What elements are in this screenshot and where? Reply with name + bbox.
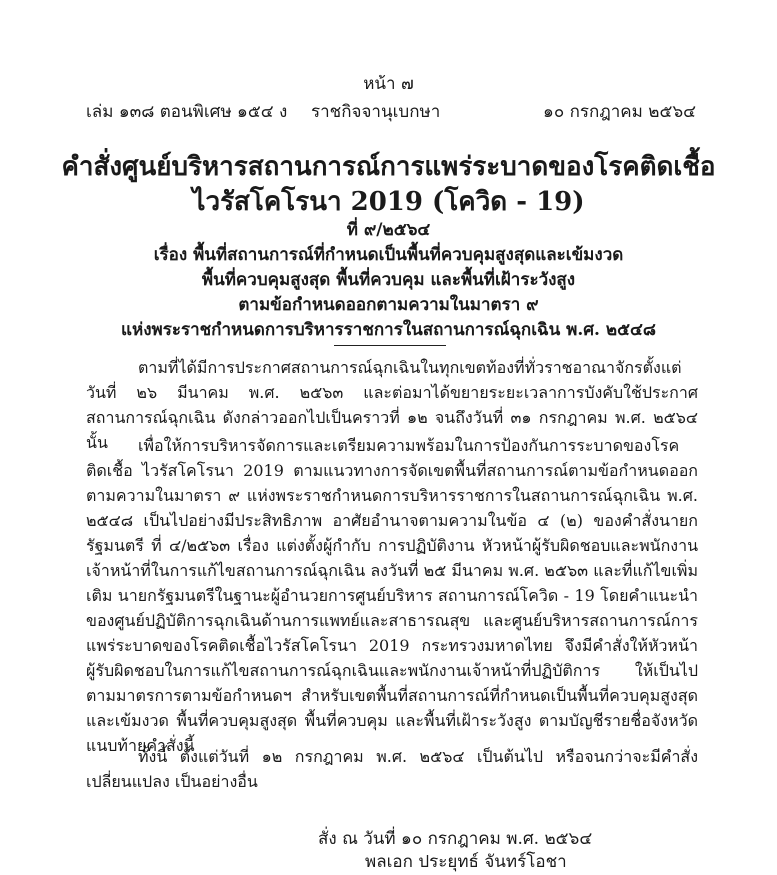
- page-number: หน้า ๗: [363, 74, 414, 94]
- gazette-name: ราชกิจจานุเบกษา: [311, 102, 441, 122]
- subject-line-1: เรื่อง พื้นที่สถานการณ์ที่กำหนดเป็นพื้นที่ควบคุมสูงสุดและเข้มงวด: [153, 245, 624, 265]
- paragraph-3-text: ทั้งนี้ ตั้งแต่วันที่ ๑๒ กรกฎาคม พ.ศ. ๒๕๖๔ เป็นต้นไป หรือจนกว่าจะมีคำสั่งเปลี่ยนแปลง เป็นอย่างอื่น: [86, 747, 698, 791]
- paragraph-3: [86, 744, 698, 794]
- gazette-date: ๑๐ กรกฎาคม ๒๕๖๔: [543, 102, 696, 122]
- title-divider: [334, 345, 446, 346]
- subject-line-4: แห่งพระราชกำหนดการบริหารราชการในสถานการณ์ฉุกเฉิน พ.ศ. ๒๕๔๘: [121, 320, 656, 340]
- paragraph-1-text: ตามที่ได้มีการประกาศสถานการณ์ฉุกเฉินในทุกเขตท้องที่ทั่วราชอาณาจักรตั้งแต่วันที่ ๒๖ มีนาคม พ.ศ. ๒๕๖๓ และต่อมาได้ขยายระยะเวลาการบังคับใช้ประกาศสถานการณ์ฉุกเฉิน ดังกล่าวออกไปเป็นคราวที่ ๑๒ จนถึงวันที่ ๓๑ กรกฎาคม พ.ศ. ๒๕๖๔ นั้น: [86, 358, 698, 452]
- subject-line-3: ตามข้อกำหนดออกตามความในมาตรา ๙: [238, 295, 539, 315]
- paragraph-2-text: เพื่อให้การบริหารจัดการและเตรียมความพร้อมในการป้องกันการระบาดของโรคติดเชื้อ ไวรัสโคโรนา 2019 ตามแนวทางการจัดเขตพื้นที่สถานการณ์ตามข้อกำหนดออกตามความในมาตรา ๙ แห่งพระราชกำหนดการบริหารราชการในสถานการณ์ฉุกเฉิน พ.ศ. ๒๕๔๘ เป็นไปอย่างมีประสิทธิภาพ อาศัยอำนาจตามความในข้อ ๔ (๒) ของคำสั่งนายกรัฐมนตรี ที่ ๔/๒๕๖๓ เรื่อง แต่งตั้งผู้กำกับ การปฏิบัติงาน หัวหน้าผู้รับผิดชอบและพนักงานเจ้าหน้าที่ในการแก้ไขสถานการณ์ฉุกเฉิน ลงวันที่ ๒๕ มีนาคม พ.ศ. ๒๕๖๓ และที่แก้ไขเพิ่มเติม นายกรัฐมนตรีในฐานะผู้อำนวยการศูนย์บริหาร สถานการณ์โควิด - 19 โดยคำแนะนำของศูนย์ปฏิบัติการฉุกเฉินด้านการแพทย์และสาธารณสุข และศูนย์บริหารสถานการณ์การแพร่ระบาดของโรคติดเชื้อไวรัสโคโรนา 2019 กระทรวงมหาดไทย จึงมีคำสั่งให้หัวหน้าผู้รับผิดชอบในการแก้ไขสถานการณ์ฉุกเฉินและพนักงานเจ้าหน้าที่ปฏิบัติการ ให้เป็นไปตามมาตรการตามข้อกำหนดฯ สำหรับเขตพื้นที่สถานการณ์ที่กำหนดเป็นพื้นที่ควบคุมสูงสุด และเข้มงวด พื้นที่ควบคุมสูงสุด พื้นที่ควบคุม และพื้นที่เฝ้าระวังสูง ตามบัญชีรายชื่อจังหวัด แนบท้ายคำสั่งนี้: [86, 436, 698, 755]
- document-title-line-2: ไวรัสโคโรนา 2019 (โควิด - 19): [192, 187, 585, 217]
- subject-line-2: พื้นที่ควบคุมสูงสุด พื้นที่ควบคุม และพื้นที่เฝ้าระวังสูง: [201, 270, 576, 290]
- document-title-line-1: คำสั่งศูนย์บริหารสถานการณ์การแพร่ระบาดของโรคติดเชื้อ: [61, 152, 716, 182]
- signature-date: สั่ง ณ วันที่ ๑๐ กรกฎาคม พ.ศ. ๒๕๖๔: [318, 829, 593, 849]
- signer-name: พลเอก ประยุทธ์ จันทร์โอชา: [365, 852, 567, 872]
- order-number: ที่ ๙/๒๕๖๔: [346, 220, 431, 240]
- paragraph-2: [86, 433, 698, 758]
- gazette-volume: เล่ม ๑๓๘ ตอนพิเศษ ๑๕๔ ง: [86, 102, 288, 122]
